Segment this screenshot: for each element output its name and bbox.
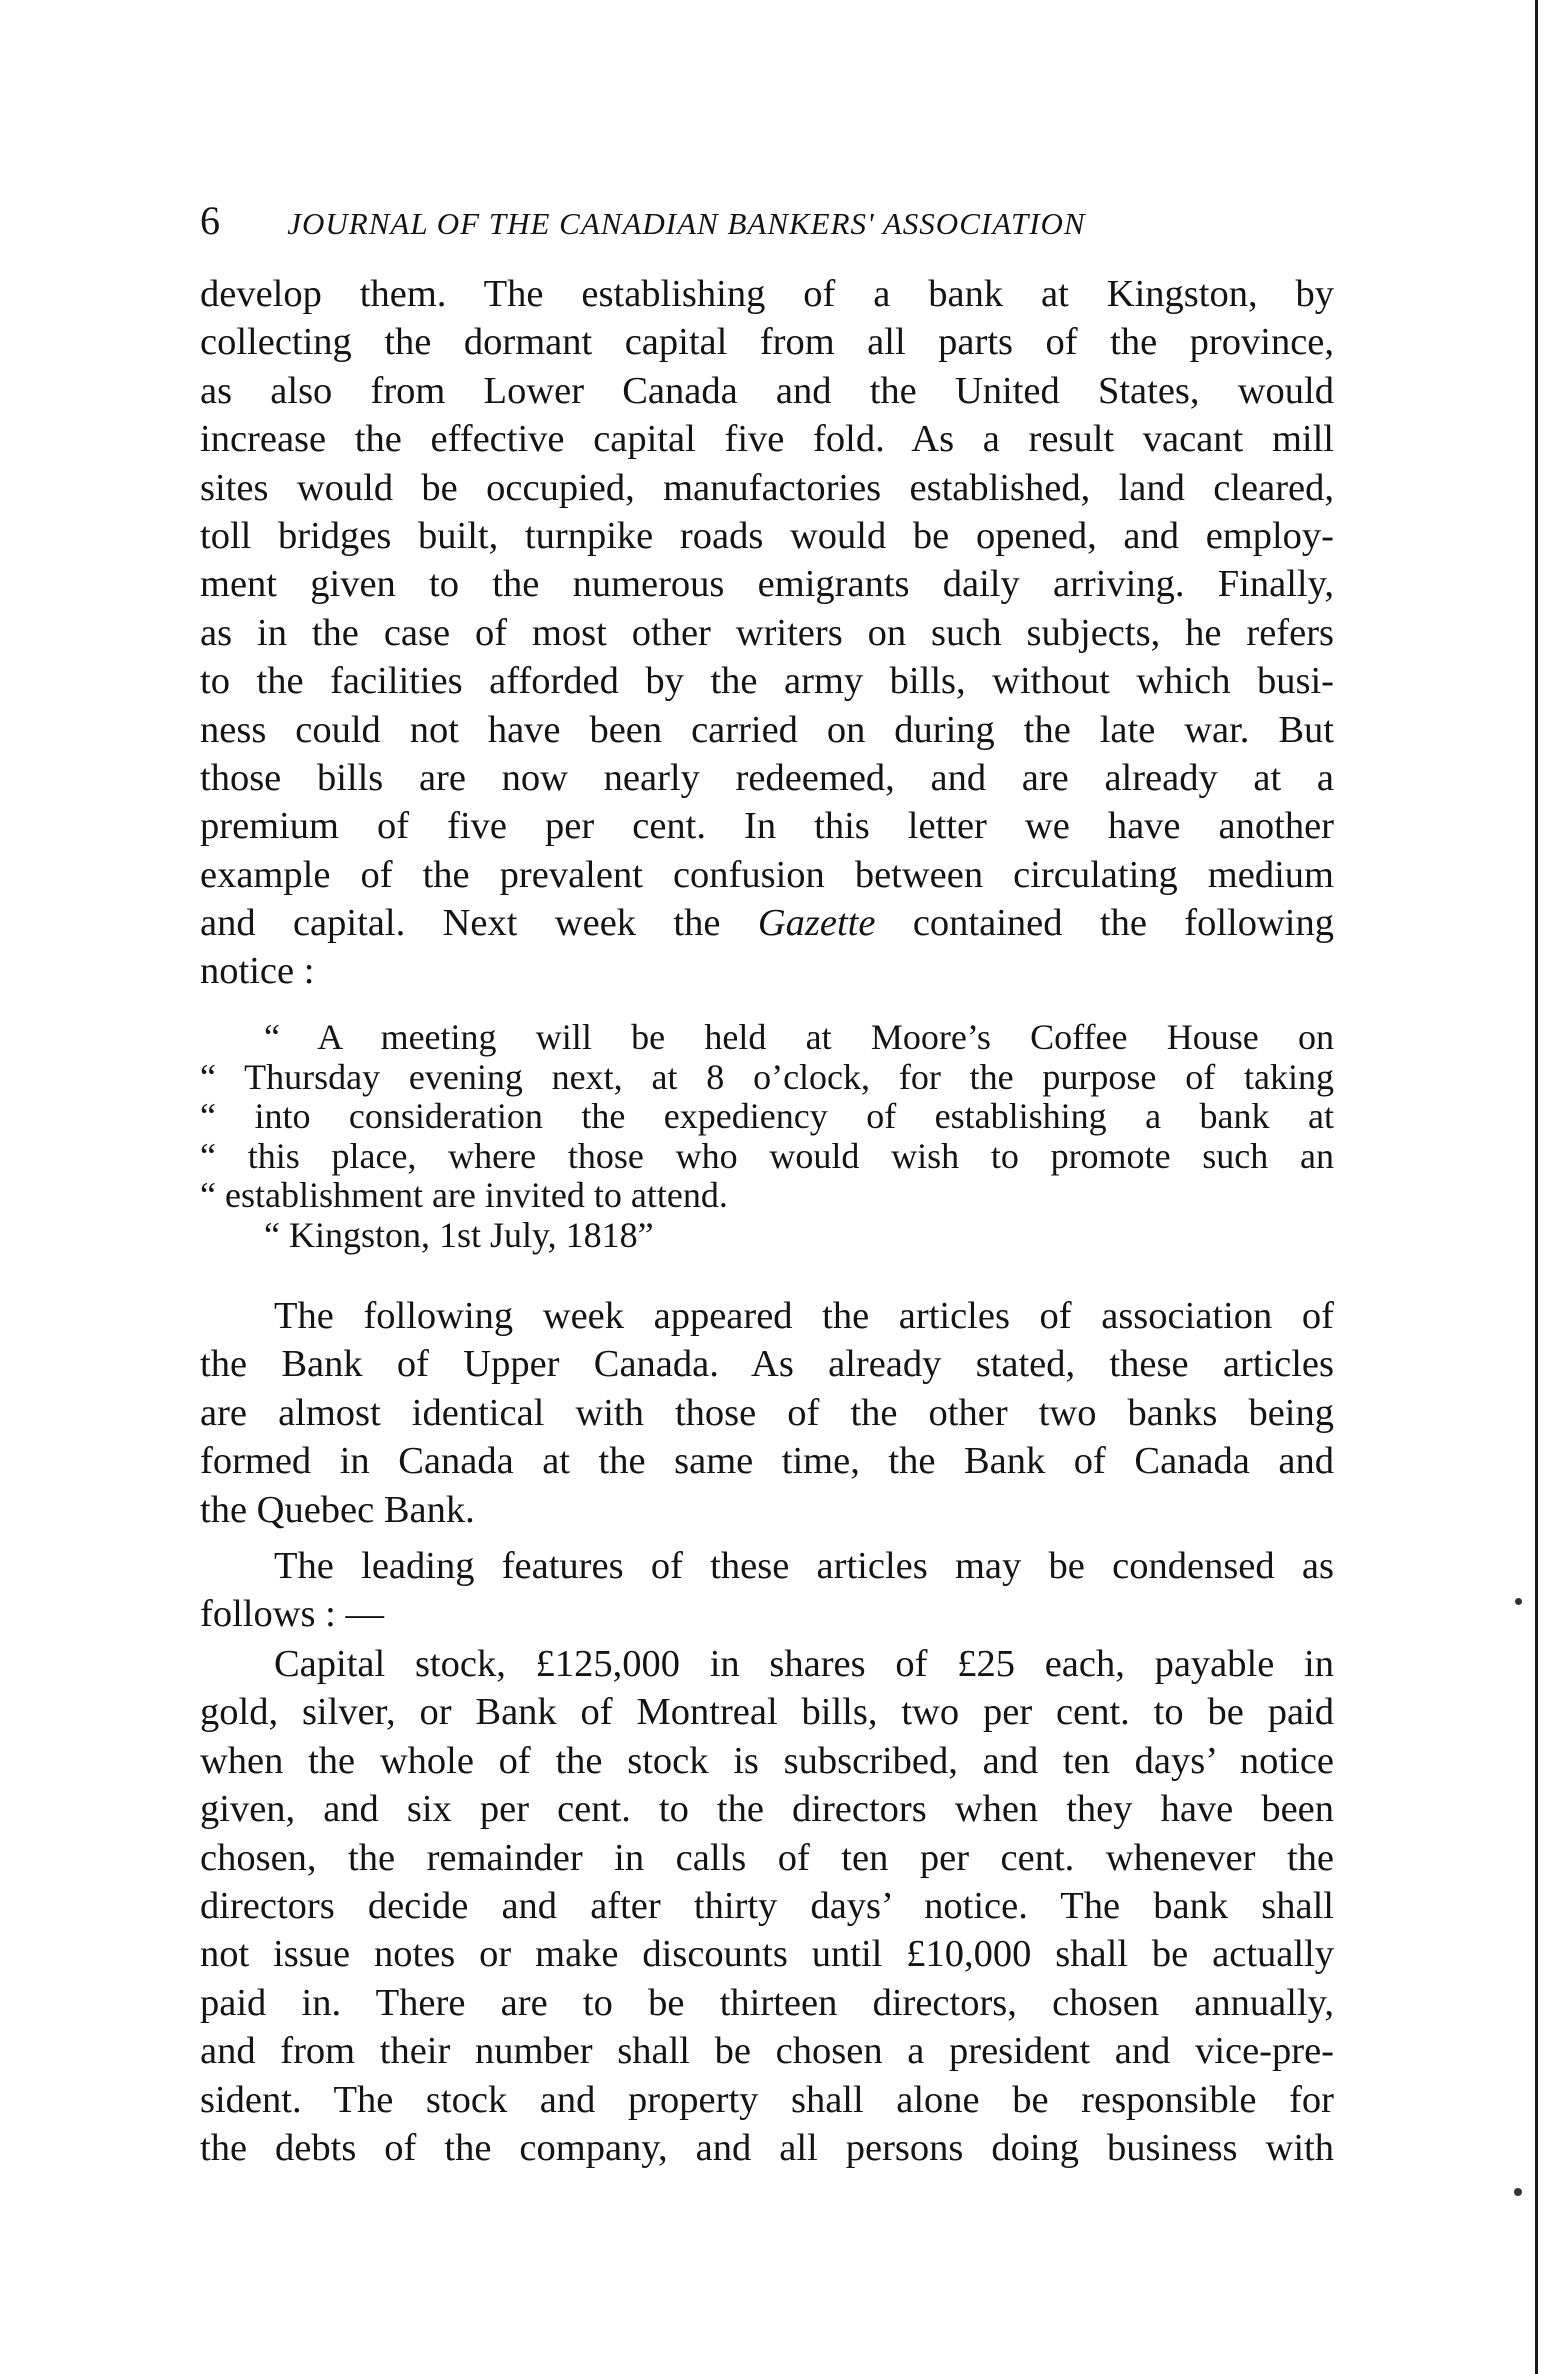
- text-line: the Quebec Bank.: [200, 1488, 475, 1531]
- paragraph-1: [200, 270, 1334, 996]
- text-line: are almost identical with those of the other two banks being: [200, 1391, 1334, 1434]
- text-line: gold, silver, or Bank of Montreal bills, two per cent. to be paid: [200, 1691, 1334, 1734]
- text-line: as in the case of most other writers on such subjects, he refers: [200, 611, 1334, 654]
- text-line: directors decide and after thirty days’ notice. The bank shall: [200, 1884, 1334, 1927]
- text-line: not issue notes or make discounts until £10,000 shall be actually: [200, 1933, 1334, 1976]
- text-line: paid in. There are to be thirteen directors, chosen annually,: [200, 1981, 1334, 2024]
- text-run: contained the following: [875, 902, 1335, 945]
- paragraph-3: [200, 1542, 1334, 1639]
- text-line: the debts of the company, and all persons doing business with: [200, 2126, 1334, 2169]
- text-line: those bills are now nearly redeemed, and are already at a: [200, 756, 1334, 799]
- text-line: formed in Canada at the same time, the Bank of Canada and: [200, 1440, 1334, 1483]
- running-title: JOURNAL OF THE CANADIAN BANKERS' ASSOCIATION: [287, 206, 1086, 241]
- text-line: notice :: [200, 950, 315, 993]
- text-line: the Bank of Upper Canada. As already stated, these articles: [200, 1343, 1334, 1386]
- quote-line: “ establishment are invited to attend.: [200, 1175, 728, 1215]
- text-line: The following week appeared the articles of association of: [274, 1295, 1334, 1337]
- text-line: The leading features of these articles may be condensed as: [274, 1545, 1334, 1587]
- quoted-notice: [200, 1018, 1334, 1255]
- text-line: ness could not have been carried on during the late war. But: [200, 708, 1334, 751]
- text-line: given, and six per cent. to the directors when they have been: [200, 1788, 1334, 1831]
- scan-speck: [1514, 2188, 1522, 2196]
- text-line: increase the effective capital five fold. As a result vacant mill: [200, 418, 1334, 461]
- text-run: Next week the: [405, 902, 758, 945]
- text-line: and from their number shall be chosen a president and vice-pre-: [200, 2030, 1334, 2073]
- text-line: [200, 899, 1334, 947]
- text-line: Capital stock, £125,000 in shares of £25 each, payable in: [274, 1643, 1334, 1685]
- quote-line: “ A meeting will be held at Moore’s Coffee House on: [264, 1017, 1334, 1057]
- quote-line: “ Thursday evening next, at 8 o’clock, for the purpose of taking: [200, 1056, 1334, 1097]
- text-run: and capital.: [200, 902, 406, 945]
- page-header: [200, 196, 1340, 246]
- text-line: chosen, the remainder in calls of ten per cent. whenever the: [200, 1836, 1334, 1879]
- gazette-title: Gazette: [757, 902, 876, 945]
- text-line: as also from Lower Canada and the United States, would: [200, 369, 1334, 412]
- text-line: collecting the dormant capital from all parts of the province,: [200, 321, 1334, 364]
- page-edge-line: [1535, 0, 1538, 2374]
- text-line: sites would be occupied, manufactories established, land cleared,: [200, 466, 1334, 509]
- paragraph-2: [200, 1292, 1334, 1534]
- text-line: develop them. The establishing of a bank at Kingston, by: [200, 273, 1334, 315]
- paragraph-4: [200, 1640, 1334, 2172]
- page-number: 6: [200, 198, 220, 243]
- text-line: to the facilities afforded by the army bills, without which busi-: [200, 660, 1334, 703]
- text-line: example of the prevalent confusion between circulating medium: [200, 853, 1334, 896]
- quote-line: “ into consideration the expediency of establishing a bank at: [200, 1096, 1334, 1136]
- text-line: toll bridges built, turnpike roads would be opened, and employ-: [200, 514, 1334, 557]
- text-line: follows : —: [200, 1593, 384, 1636]
- quote-signature: “ Kingston, 1st July, 1818”: [264, 1214, 654, 1255]
- text-line: when the whole of the stock is subscribed, and ten days’ notice: [200, 1739, 1334, 1782]
- text-line: ment given to the numerous emigrants daily arriving. Finally,: [200, 563, 1334, 606]
- scan-speck: [1515, 1598, 1522, 1605]
- quote-line: “ this place, where those who would wish to promote such an: [200, 1135, 1334, 1176]
- text-line: premium of five per cent. In this letter we have another: [200, 805, 1334, 848]
- text-line: sident. The stock and property shall alone be responsible for: [200, 2078, 1334, 2121]
